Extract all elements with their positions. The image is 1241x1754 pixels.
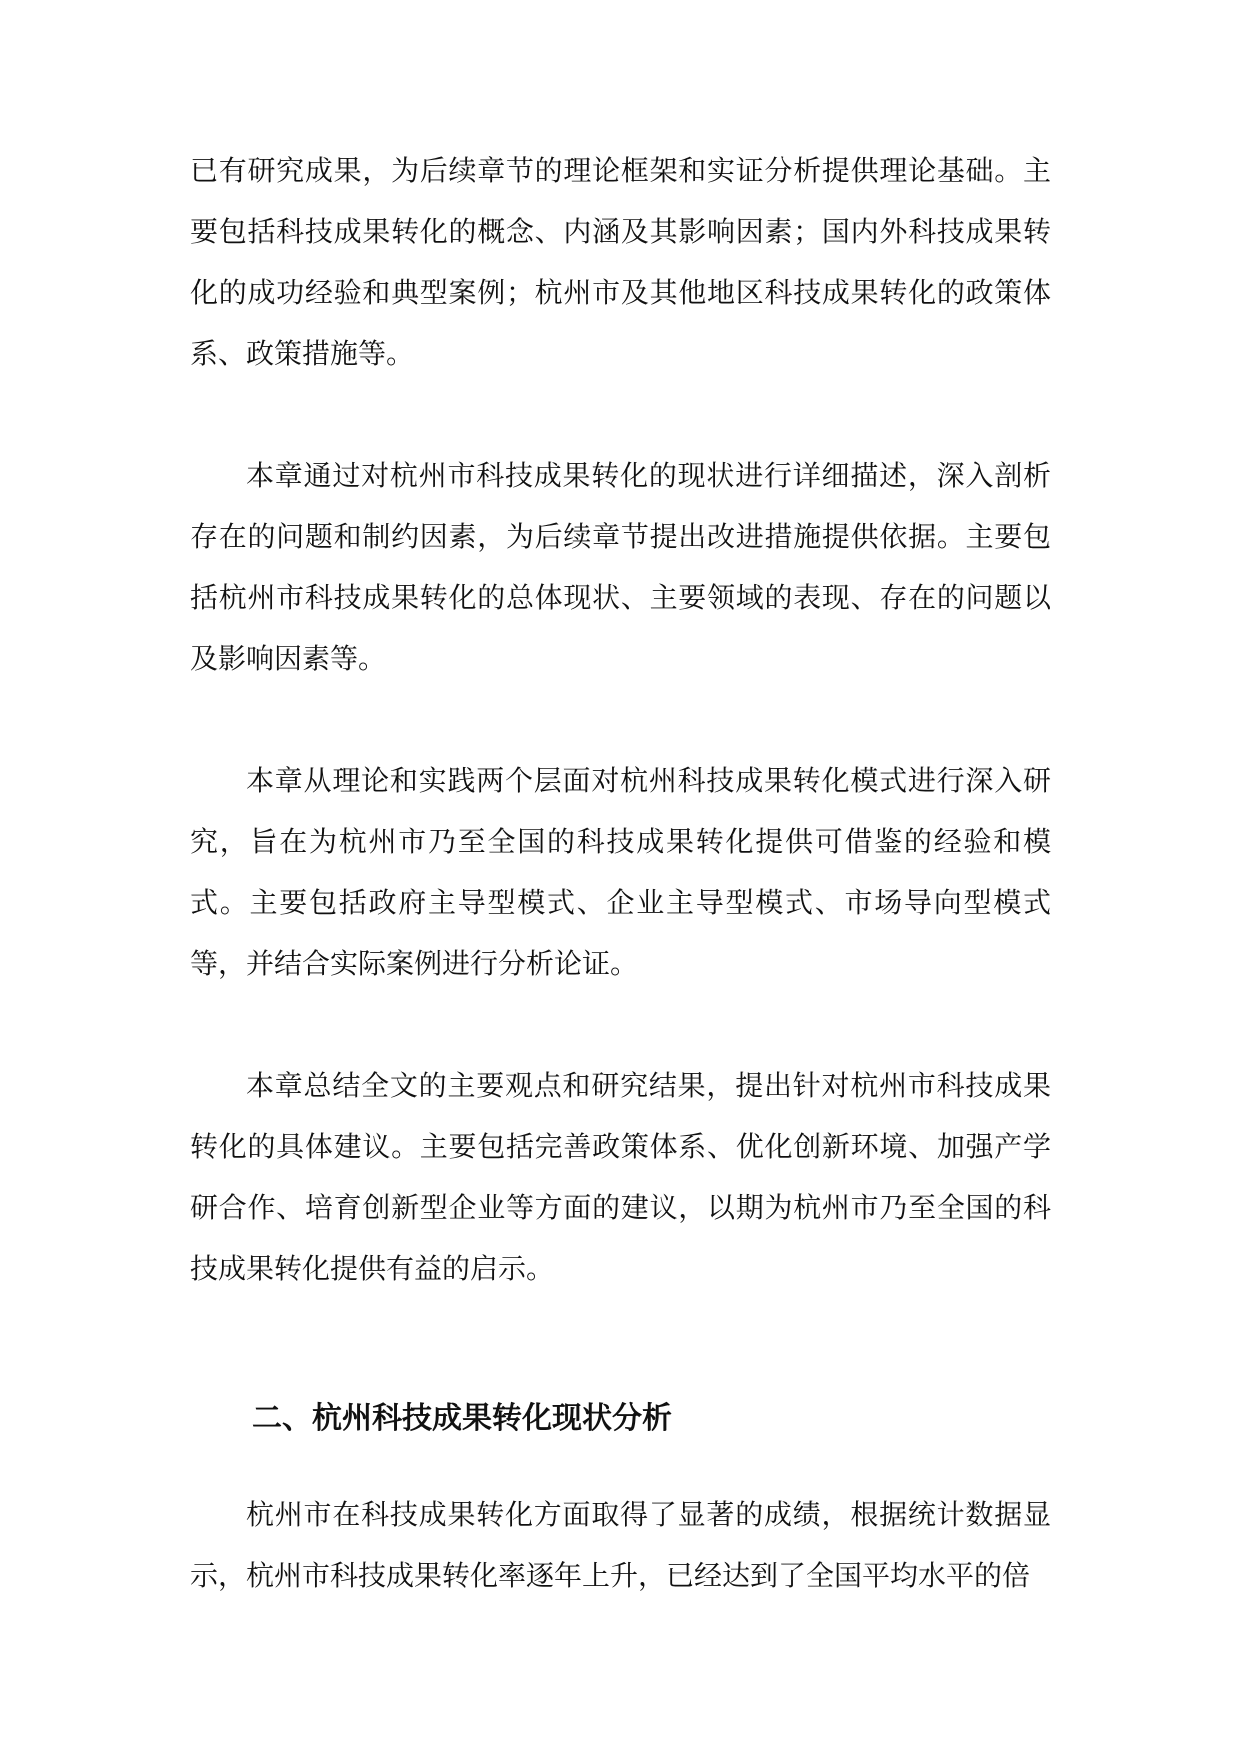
paragraph-conclusions bbox=[190, 1055, 1051, 1299]
paragraph-current-status bbox=[190, 445, 1051, 689]
paragraph-text: 本章通过对杭州市科技成果转化的现状进行详细描述，深入剖析存在的问题和制约因素，为后续章节提出改进措施提供依据。主要包括杭州市科技成果转化的总体现状、主要领域的表现、存在的问题以及影响因素等。 bbox=[190, 459, 1051, 675]
paragraph-text: 本章从理论和实践两个层面对杭州科技成果转化模式进行深入研究，旨在为杭州市乃至全国的科技成果转化提供可借鉴的经验和模式。主要包括政府主导型模式、企业主导型模式、市场导向型模式等，并结合实际案例进行分析论证。 bbox=[190, 764, 1051, 980]
section-heading: 二、杭州科技成果转化现状分析 bbox=[252, 1401, 672, 1436]
paragraph-text: 已有研究成果，为后续章节的理论框架和实证分析提供理论基础。主要包括科技成果转化的概念、内涵及其影响因素；国内外科技成果转化的成功经验和典型案例；杭州市及其他地区科技成果转化的政策体系、政策措施等。 bbox=[190, 154, 1051, 370]
paragraph-research-basis bbox=[190, 140, 1051, 384]
paragraph-section-intro bbox=[190, 1484, 1051, 1606]
paragraph-text: 杭州市在科技成果转化方面取得了显著的成绩，根据统计数据显示，杭州市科技成果转化率逐年上升，已经达到了全国平均水平的倍 bbox=[190, 1498, 1051, 1592]
paragraph-text: 本章总结全文的主要观点和研究结果，提出针对杭州市科技成果转化的具体建议。主要包括完善政策体系、优化创新环境、加强产学研合作、培育创新型企业等方面的建议，以期为杭州市乃至全国的科技成果转化提供有益的启示。 bbox=[190, 1069, 1051, 1285]
paragraph-transformation-models bbox=[190, 750, 1051, 994]
